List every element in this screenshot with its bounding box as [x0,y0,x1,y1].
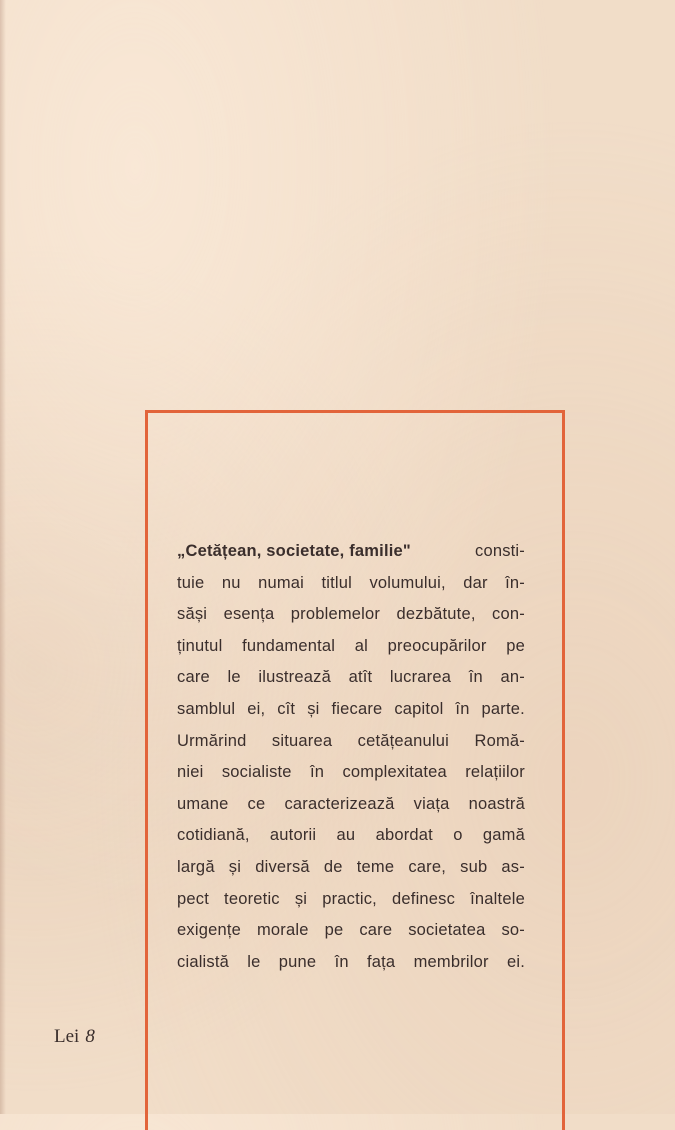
blurb-word: care [359,921,393,940]
blurb-word: ce [247,794,266,813]
blurb-word: con- [492,605,525,624]
blurb-word: consti- [475,542,525,560]
price-value: 8 [85,1026,95,1047]
blurb-word: practic, [322,889,377,908]
blurb-word: care, [408,857,447,876]
blurb-word: pe [506,636,525,655]
blurb-word: lucrarea [389,668,452,687]
blurb-word: gamă [482,826,525,845]
blurb-word: pect [177,889,209,908]
blurb-word: pe [324,921,344,940]
blurb-word: dezbătute, [396,605,476,624]
blurb-word: titlul [321,573,353,592]
blurb-line [177,694,525,726]
blurb-word: volumului, [369,573,446,592]
blurb-word: în [468,668,483,687]
blurb-line [177,536,525,568]
blurb-word: noastră [468,794,525,813]
blurb-line [177,915,525,947]
blurb-word: numai [258,573,305,592]
blurb-word: problemelor [290,605,381,624]
blurb-word: an- [500,668,525,687]
blurb-line [177,631,525,663]
blurb-word: so- [501,921,525,940]
blurb-word: societatea [408,921,486,940]
blurb-word: și [228,857,242,876]
blurb-line [177,884,525,916]
blurb-word: al [354,636,369,655]
blurb-line [177,820,525,852]
blurb-word: cetățeanului [357,731,450,750]
blurb-word: preocupărilor [387,636,487,655]
blurb-word: diversă [255,857,310,876]
blurb-word: fundamental [242,636,336,655]
blurb-word: pune [278,952,317,971]
blurb-word: caracterizează [284,794,395,813]
blurb-word: umane [177,794,229,813]
blurb-word: teme [356,857,395,876]
blurb-word: exigențe [177,921,241,940]
blurb-word: socialiste [221,763,292,782]
blurb-line [177,852,525,884]
blurb-word: în- [505,573,525,592]
blurb-word: definesc [392,889,456,908]
blurb-word: relațiilor [465,763,525,782]
blurb-word: largă [177,857,215,876]
blurb-word: teoretic [224,889,280,908]
blurb-word: dar [463,573,488,592]
blurb-line [177,789,525,821]
blurb-word: în [455,699,470,718]
blurb-word: o [453,826,463,845]
blurb-word: ținutul [177,636,223,655]
blurb-word: le [227,668,241,687]
blurb-line [177,726,525,758]
blurb-word: autorii [269,826,317,845]
blurb-word: esența [223,605,275,624]
blurb-word: cotidiană, [177,826,250,845]
blurb-word: niei [177,763,204,782]
blurb-word: ei. [506,952,525,971]
blurb-word: tuie [177,573,205,592]
blurb-word: și [307,699,320,718]
blurb-line [177,757,525,789]
blurb-word: au [336,826,356,845]
blurb-word: samblul [177,699,236,718]
blurb-word: morale [256,921,309,940]
blurb-word: parte. [481,699,525,718]
blurb-line [177,568,525,600]
blurb-word: atît [348,668,373,687]
blurb-word: în [334,952,349,971]
blurb-word: le [247,952,261,971]
blurb-word: cialistă [177,952,230,971]
blurb-word: complexitatea [342,763,447,782]
blurb-word: de [323,857,343,876]
blurb-word: și [294,889,308,908]
blurb-word: fața [366,952,396,971]
blurb-line [177,947,525,979]
blurb-line [177,662,525,694]
blurb-word: Urmărind [177,731,247,750]
blurb-word: săși [177,605,208,624]
blurb-word: membrilor [413,952,489,971]
blurb-word: care [177,668,210,687]
blurb-word: viața [413,794,450,813]
blurb-word: fiecare [331,699,383,718]
blurb-word: as- [501,857,525,876]
blurb-word: sub [460,857,488,876]
blurb-word: abordat [375,826,433,845]
blurb-line [177,599,525,631]
blurb-word: capitol [394,699,444,718]
blurb-word: cît [277,699,296,718]
page-edge-shadow [0,0,6,1114]
blurb-word: înaltele [470,889,525,908]
back-cover-blurb [177,536,525,978]
blurb-word: Romă- [474,731,525,750]
blurb-word: situarea [271,731,333,750]
book-title-quote: „Cetățean, societate, familie" [177,542,411,560]
blurb-word: în [310,763,325,782]
currency-label: Lei [54,1026,80,1047]
blurb-word: ilustrează [258,668,331,687]
price-label [54,1026,95,1048]
blurb-word: ei, [247,699,266,718]
blurb-word: nu [221,573,241,592]
